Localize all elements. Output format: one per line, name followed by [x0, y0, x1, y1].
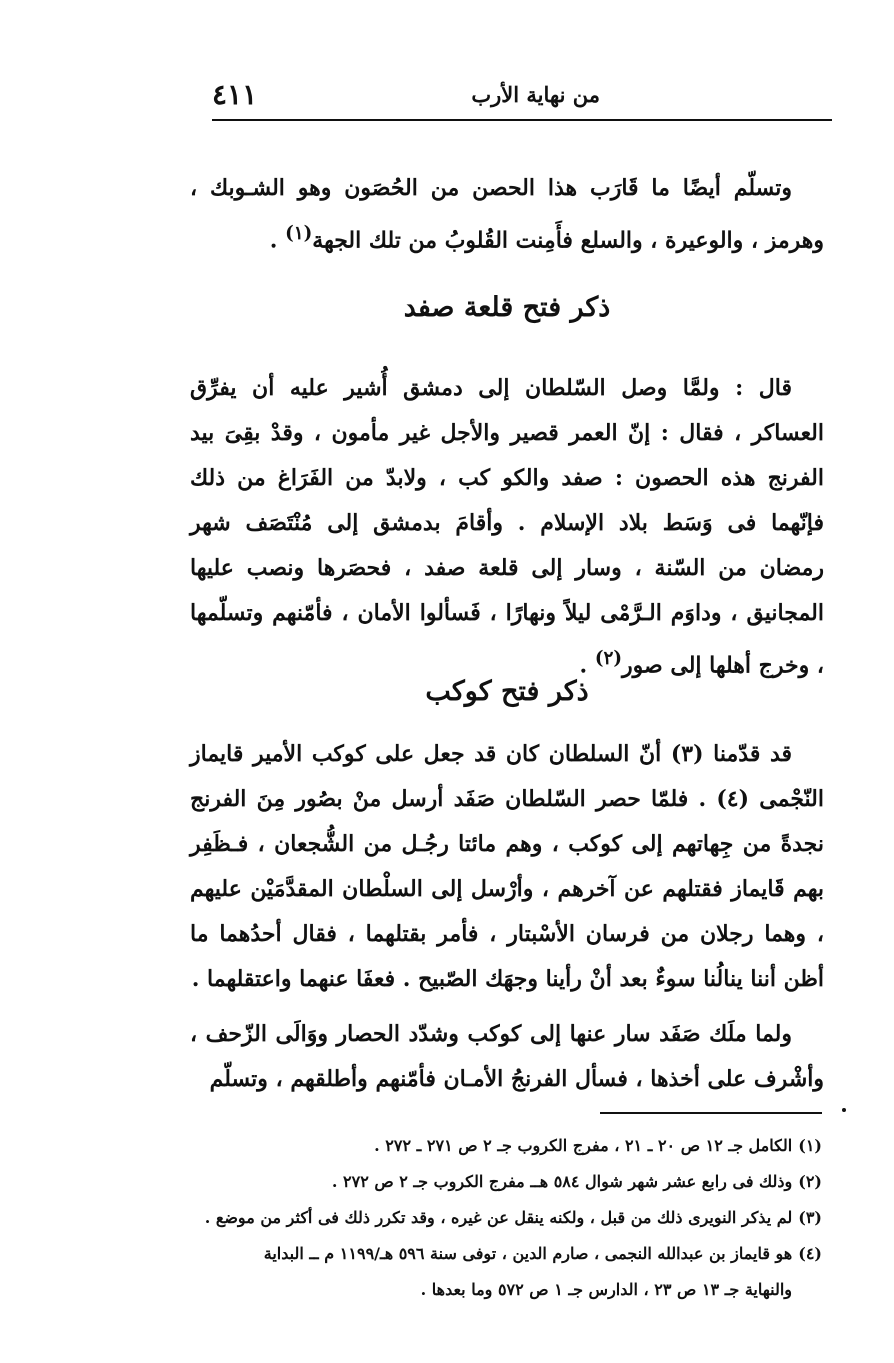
page-mark: [842, 1108, 846, 1112]
page-number: ٤١١: [212, 78, 258, 111]
footnote-rule: [600, 1112, 822, 1114]
footnote-2: (٢)وذلك فى رابع عشر شهر شوال ٥٨٤ هــ مفرج الكروب جـ ٢ ص ٢٧٢ .: [331, 1172, 822, 1191]
header-rule: [212, 119, 832, 121]
footnotes: [190, 1128, 822, 1308]
running-header: [212, 78, 832, 118]
footnote-ref: (٤): [716, 786, 750, 812]
footnote-3: (٣)لم يذكر النويرى ذلك من قبل ، ولكنه ينقل عن غيره ، وقد تكرر ذلك فى أكثر من موضع .: [204, 1208, 822, 1227]
footnote-ref: (١): [285, 223, 313, 244]
footnote-1: (١)الكامل جـ ١٢ ص ٢٠ ـ ٢١ ، مفرج الكروب جـ ٢ ص ٢٧١ ـ ٢٧٢ .: [374, 1136, 822, 1155]
text-block-kawkab: [190, 732, 824, 1102]
footnote-ref: (٢): [594, 648, 623, 669]
paragraph: قد قدّمنا (٣) أنّ السلطان كان قد جعل على كوكب الأمير قايماز النّجْمى (٤) . فلمّا حصر السّلطان صَفَد أرسل منْ بصُور مِنَ الفرنج نجدةً من جِهاتهم إلى كوكب ، وهم مائتا رجُـل من الشُّجعان ، فـظَفِر بهم قَايماز فقتلهم عن آخرهم ، وأرْسل إلى السلْطان المقدَّمَيْن عليهم ، وهما رجلان من فرسان الأسْبتار ، فأمر بقتلهما ، فقال أحدُهما ما أظن أننا ينالُنا سوءٌ بعد أنْ رأينا وجهَك الصّبيح . فعفَا عنهما واعتقلهما .: [190, 741, 824, 992]
paragraph: قال : ولمَّا وصل السّلطان إلى دمشق أُشير عليه أن يفرِّق العساكر ، فقال : إنّ العمر قصير والأجل غير مأمون ، وقدْ بقِىَ بيد الفرنج هذه الحصون : صفد والكو كب ، ولابدّ من الفَرَاغ من ذلك فإنّهما فى وَسَط بلاد الإسلام . وأقامَ بدمشق إلى مُنْتَصَف شهر رمضان من السّنة ، وسار إلى قلعة صفد ، فحصَرها ونصب عليها المجانيق ، وداوَم الـرَّمْى ليلاً ونهارًا ، فَسألوا الأمان ، فأمّنهم وتسلّمها ، وخرج أهلها إلى صور$^{(٢)}$ .: [190, 375, 824, 679]
section-heading-kawkab: ذكر فتح كوكب: [425, 676, 589, 707]
paragraph: وتسلّم أيضًا ما قَارَب هذا الحصن من الحُصَون وهو الشـوبك ، وهرمز ، والوعيرة ، والسلع فأَمِنت القُلوبُ من تلك الجهة$^{(١)}$ .: [190, 175, 824, 254]
running-title: من نهاية الأرب: [471, 82, 600, 107]
text-block-intro: [190, 166, 824, 263]
footnote-ref: (٣): [670, 741, 704, 767]
text-block-safad: [190, 366, 824, 688]
section-heading-safad: ذكر فتح قلعة صفد: [403, 292, 611, 323]
footnote-4-continued: والنهاية جـ ١٣ ص ٢٣ ، الدارس جـ ١ ص ٥٧٢ وما بعدها .: [420, 1280, 792, 1299]
footnote-4: (٤)هو قايماز بن عبدالله النجمى ، صارم الدين ، توفى سنة ٥٩٦ هـ/١١٩٩ م ــ البداية: [263, 1244, 822, 1263]
paragraph: ولما ملَك صَفَد سار عنها إلى كوكب وشدّد الحصار ووَالَى الزّحف ، وأشْرف على أخذها ، فسأل الفرنجُ الأمـان فأمّنهم وأطلقهم ، وتسلّم: [190, 1021, 824, 1092]
